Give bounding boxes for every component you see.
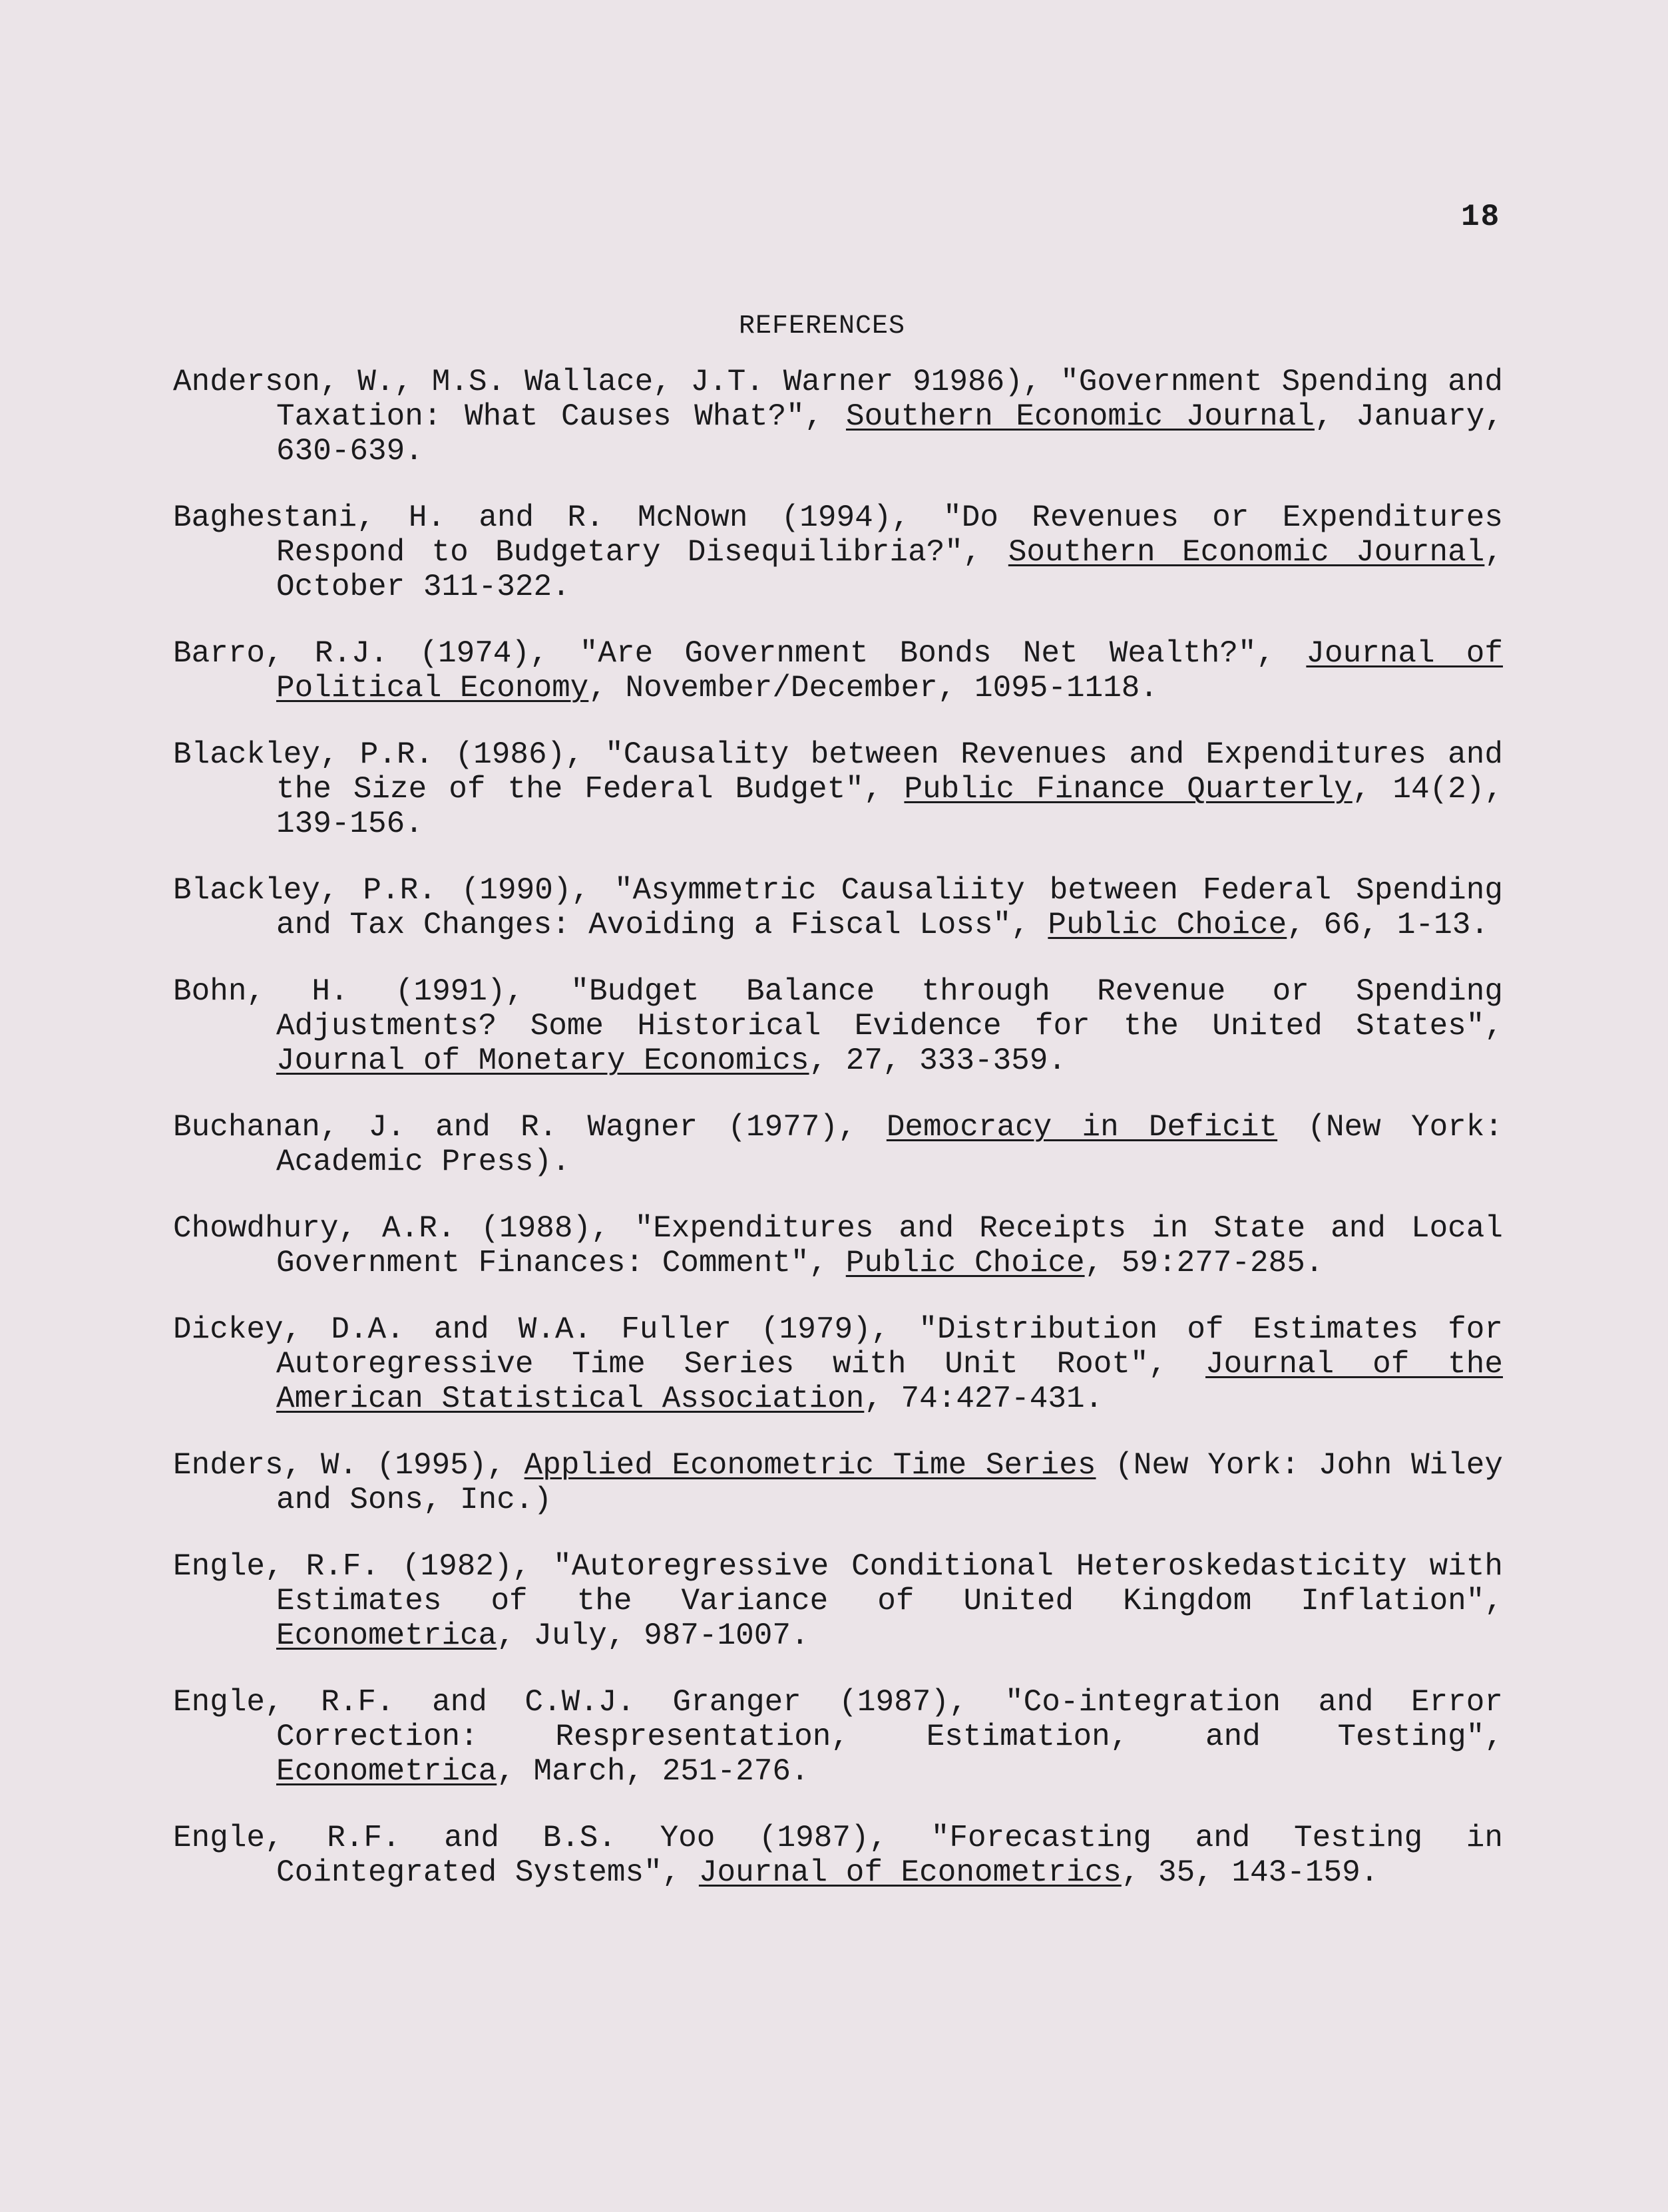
reference-source: Applied Econometric Time Series (524, 1448, 1096, 1483)
reference-source: Public Choice (845, 1246, 1085, 1280)
reference-text: Anderson, W., M.S. Wallace, J.T. Warner 91986), "Government Spending and Taxation: What Causes What?", (173, 365, 1503, 434)
reference-text: Dickey, D.A. and W.A. Fuller (1979), "Distribution of Estimates for Autoregressive Time Series with Unit Root", (173, 1312, 1503, 1382)
reference-details: , 27, 333-359. (809, 1043, 1066, 1078)
reference-details: , July, 987-1007. (497, 1618, 809, 1653)
references-heading: REFERENCES (739, 311, 906, 341)
reference-details: , 35, 143-159. (1121, 1855, 1379, 1890)
reference-text: Baghestani, H. and R. McNown (1994), "Do Revenues or Expenditures Respond to Budgetary Disequilibria?", (173, 500, 1503, 570)
reference-text: Bohn, H. (1991), "Budget Balance through Revenue or Spending Adjustments? Some Historical Evidence for the United States", (173, 974, 1503, 1043)
reference-source: Econometrica (276, 1754, 497, 1789)
reference-entry (173, 1211, 1503, 1280)
reference-text: Chowdhury, A.R. (1988), "Expenditures and Receipts in State and Local Government Finances: Comment", (173, 1211, 1503, 1280)
reference-source: Democracy in Deficit (886, 1110, 1278, 1145)
reference-details: , 14(2), 139-156. (276, 772, 1503, 841)
reference-details: , October 311-322. (276, 535, 1503, 604)
reference-entry (173, 365, 1503, 468)
reference-details: , 74:427-431. (864, 1382, 1104, 1416)
reference-entry (173, 500, 1503, 604)
reference-details: , March, 251-276. (497, 1754, 809, 1789)
reference-entry (173, 1448, 1503, 1517)
reference-source: Public Choice (1048, 908, 1287, 942)
reference-details: (New York: John Wiley and Sons, Inc.) (276, 1448, 1503, 1517)
reference-source: Econometrica (276, 1618, 497, 1653)
reference-entry (173, 974, 1503, 1078)
reference-source: Journal of the American Statistical Association (276, 1347, 1503, 1416)
reference-text: Buchanan, J. and R. Wagner (1977), (173, 1110, 887, 1145)
reference-source: Journal of Political Economy (276, 636, 1504, 705)
reference-source: Southern Economic Journal (845, 399, 1315, 434)
reference-entry (173, 636, 1503, 705)
reference-text: Blackley, P.R. (1986), "Causality between Revenues and Expenditures and the Size of the Federal Budget", (173, 737, 1503, 807)
reference-entry (173, 873, 1503, 942)
reference-text: Engle, R.F. (1982), "Autoregressive Conditional Heteroskedasticity with Estimates of the Variance of United Kingdom Inflation", (173, 1549, 1503, 1618)
page-number: 18 (1461, 200, 1501, 234)
reference-text: Engle, R.F. and B.S. Yoo (1987), "Forecasting and Testing in Cointegrated Systems", (173, 1821, 1503, 1890)
reference-entry (173, 1821, 1503, 1890)
reference-entry (173, 1312, 1503, 1416)
reference-source: Southern Economic Journal (1008, 535, 1485, 570)
reference-details: , 59:277-285. (1084, 1246, 1324, 1280)
reference-details: (New York: Academic Press). (276, 1110, 1503, 1179)
reference-details: , January, 630-639. (276, 399, 1504, 468)
reference-details: , November/December, 1095-1118. (588, 671, 1159, 705)
reference-text: Blackley, P.R. (1990), "Asymmetric Causaliity between Federal Spending and Tax Changes: Avoiding a Fiscal Loss", (173, 873, 1503, 942)
reference-list (173, 365, 1503, 1922)
reference-entry (173, 737, 1503, 841)
reference-text: Enders, W. (1995), (173, 1448, 524, 1483)
reference-entry (173, 1685, 1503, 1789)
reference-source: Journal of Monetary Economics (276, 1043, 809, 1078)
reference-text: Barro, R.J. (1974), "Are Government Bonds Net Wealth?", (173, 636, 1307, 671)
reference-entry (173, 1549, 1503, 1653)
reference-details: , 66, 1-13. (1287, 908, 1489, 942)
reference-text: Engle, R.F. and C.W.J. Granger (1987), "Co-integration and Error Correction: Respresentation, Estimation, and Testing", (173, 1685, 1503, 1754)
reference-source: Journal of Econometrics (698, 1855, 1122, 1890)
reference-source: Public Finance Quarterly (904, 772, 1353, 807)
reference-entry (173, 1110, 1503, 1179)
